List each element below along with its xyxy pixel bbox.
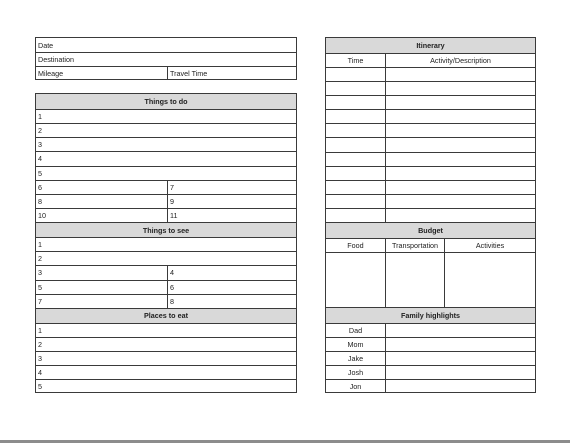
list-item-field[interactable]: 7 — [167, 181, 296, 194]
family-member-row — [326, 337, 535, 351]
list-item-field[interactable]: 7 — [38, 296, 42, 306]
itinerary-activity-field[interactable] — [385, 110, 535, 123]
list-item-pair — [36, 180, 296, 194]
family-member-highlight-field[interactable] — [385, 352, 535, 365]
family-highlights-table — [325, 307, 536, 393]
itinerary-time-field[interactable] — [326, 153, 385, 166]
family-member-row — [326, 323, 535, 337]
itinerary-row — [326, 208, 535, 222]
list-item-pair — [36, 208, 296, 222]
list-item-pair — [36, 294, 296, 308]
list-item-field[interactable]: 3 — [38, 268, 42, 278]
trip-info-table — [35, 37, 297, 80]
itinerary-time-field[interactable] — [326, 124, 385, 137]
itinerary-row — [326, 123, 535, 137]
itinerary-activity-field[interactable] — [385, 82, 535, 95]
list-item — [36, 123, 296, 137]
itinerary-row — [326, 67, 535, 81]
family-member-row — [326, 379, 535, 393]
budget-activities-field[interactable] — [444, 253, 535, 307]
budget-food-field[interactable] — [326, 253, 385, 307]
itinerary-row — [326, 95, 535, 109]
family-member-highlight-field[interactable] — [385, 380, 535, 393]
list-item-field[interactable]: 8 — [167, 295, 296, 308]
family-member-highlight-field[interactable] — [385, 366, 535, 379]
list-item — [36, 379, 296, 393]
places-to-eat-header — [36, 308, 296, 323]
list-item-field[interactable]: 8 — [38, 196, 42, 206]
itinerary-time-field[interactable] — [326, 209, 385, 222]
list-item — [36, 323, 296, 337]
family-member-name: Josh — [347, 368, 364, 377]
destination-row — [36, 52, 296, 66]
list-item-field[interactable]: 4 — [38, 154, 42, 164]
itinerary-activity-field[interactable] — [385, 167, 535, 180]
budget-activities-header: Activities — [444, 239, 535, 252]
itinerary-activity-field[interactable] — [385, 68, 535, 81]
date-row — [36, 38, 296, 52]
family-highlights-title: Family highlights — [326, 308, 535, 323]
destination-field[interactable] — [36, 53, 296, 66]
itinerary-activity-field[interactable] — [385, 195, 535, 208]
list-item-field[interactable]: 6 — [167, 281, 296, 294]
itinerary-time-field[interactable] — [326, 110, 385, 123]
itinerary-activity-header: Activity/Description — [385, 54, 535, 67]
places-to-eat-title: Places to eat — [36, 309, 296, 323]
itinerary-time-field[interactable] — [326, 138, 385, 151]
budget-food-header: Food — [347, 241, 364, 250]
budget-table — [325, 222, 536, 308]
destination-label: Destination — [38, 55, 74, 64]
itinerary-activity-field[interactable] — [385, 138, 535, 151]
family-member-row — [326, 351, 535, 365]
itinerary-activity-field[interactable] — [385, 124, 535, 137]
list-item-field[interactable]: 2 — [38, 254, 42, 264]
list-item-pair — [36, 194, 296, 208]
family-member-name: Mom — [347, 340, 364, 349]
list-item — [36, 251, 296, 265]
mileage-label: Mileage — [38, 68, 64, 78]
family-highlights-header — [326, 308, 535, 323]
things-to-see-title: Things to see — [36, 223, 296, 237]
things-to-see-header — [36, 222, 296, 237]
family-member-name: Dad — [348, 326, 363, 335]
list-item-field[interactable]: 4 — [38, 368, 42, 378]
family-member-highlight-field[interactable] — [385, 324, 535, 337]
list-item-field[interactable]: 1 — [38, 325, 42, 335]
list-item-field[interactable]: 10 — [38, 211, 46, 221]
list-item — [36, 337, 296, 351]
itinerary-activity-field[interactable] — [385, 96, 535, 109]
list-item-field[interactable]: 3 — [38, 140, 42, 150]
list-item-field[interactable]: 5 — [38, 382, 42, 392]
list-item-field[interactable]: 4 — [167, 266, 296, 279]
itinerary-table — [325, 37, 536, 223]
list-item-field[interactable]: 5 — [38, 282, 42, 292]
list-item-field[interactable]: 1 — [38, 112, 42, 122]
itinerary-header — [326, 38, 535, 53]
itinerary-time-header: Time — [347, 56, 364, 65]
family-member-name: Jake — [347, 354, 364, 363]
list-item-field[interactable]: 9 — [167, 195, 296, 208]
itinerary-time-field[interactable] — [326, 167, 385, 180]
budget-entry-area — [326, 252, 535, 307]
itinerary-time-field[interactable] — [326, 82, 385, 95]
itinerary-time-field[interactable] — [326, 68, 385, 81]
itinerary-time-field[interactable] — [326, 96, 385, 109]
list-item-field[interactable]: 6 — [38, 182, 42, 192]
list-item-field[interactable]: 2 — [38, 126, 42, 136]
itinerary-row — [326, 194, 535, 208]
list-item — [36, 151, 296, 165]
itinerary-column-headers — [326, 53, 535, 67]
list-item-field[interactable]: 11 — [167, 209, 296, 222]
itinerary-row — [326, 180, 535, 194]
budget-transportation-header: Transportation — [385, 239, 444, 252]
list-item — [36, 166, 296, 180]
itinerary-time-field[interactable] — [326, 195, 385, 208]
list-item-pair — [36, 265, 296, 279]
itinerary-row — [326, 81, 535, 95]
list-item — [36, 351, 296, 365]
itinerary-row — [326, 137, 535, 151]
list-item — [36, 237, 296, 251]
travel-time-label: Travel Time — [170, 68, 208, 78]
itinerary-time-field[interactable] — [326, 181, 385, 194]
list-item-field[interactable]: 1 — [38, 240, 42, 250]
things-to-do-header — [36, 94, 296, 109]
list-item-pair — [36, 280, 296, 294]
travel-time-field[interactable] — [167, 67, 296, 79]
list-item-field[interactable]: 5 — [38, 168, 42, 178]
date-field[interactable] — [36, 38, 296, 52]
family-member-row — [326, 365, 535, 379]
list-item-field[interactable]: 3 — [38, 354, 42, 364]
itinerary-activity-field[interactable] — [385, 181, 535, 194]
left-lists-table — [35, 93, 297, 393]
itinerary-row — [326, 166, 535, 180]
itinerary-row — [326, 109, 535, 123]
list-item — [36, 109, 296, 123]
itinerary-title: Itinerary — [326, 38, 535, 53]
family-member-highlight-field[interactable] — [385, 338, 535, 351]
list-item-field[interactable]: 2 — [38, 340, 42, 350]
itinerary-row — [326, 152, 535, 166]
itinerary-activity-field[interactable] — [385, 209, 535, 222]
budget-column-headers — [326, 238, 535, 252]
mileage-row — [36, 66, 296, 79]
list-item — [36, 365, 296, 379]
things-to-do-title: Things to do — [36, 94, 296, 109]
budget-title: Budget — [326, 223, 535, 238]
budget-header — [326, 223, 535, 238]
mileage-field[interactable] — [36, 67, 167, 79]
itinerary-activity-field[interactable] — [385, 153, 535, 166]
date-label: Date — [38, 40, 54, 50]
family-member-name: Jon — [349, 382, 362, 391]
budget-transportation-field[interactable] — [385, 253, 444, 307]
list-item — [36, 137, 296, 151]
